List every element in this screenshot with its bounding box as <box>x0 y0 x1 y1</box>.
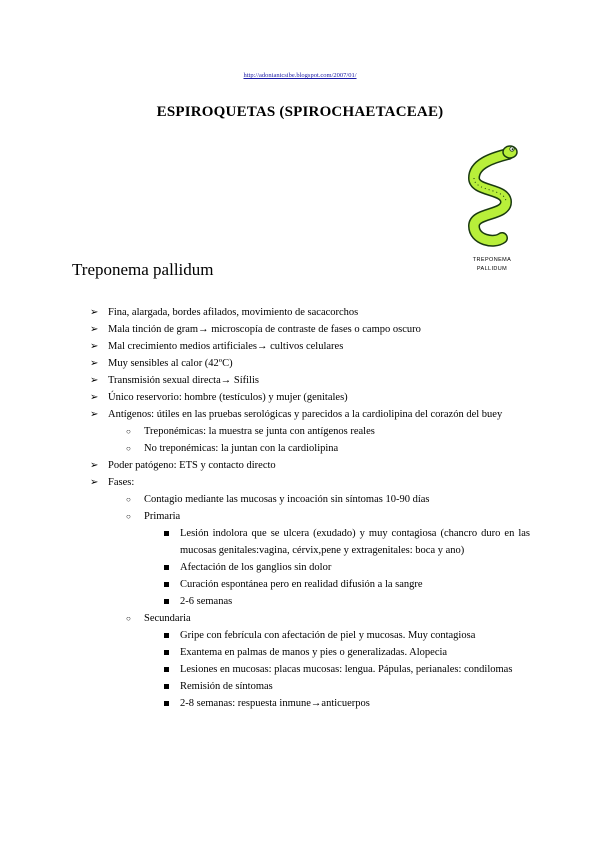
arrow-bullet-icon: ➢ <box>90 358 99 369</box>
section-title: Treponema pallidum <box>72 260 214 279</box>
sub-sub-list-item <box>162 678 530 695</box>
sub-sub-list-item <box>162 644 530 661</box>
list-item <box>90 457 530 474</box>
snake-pupil <box>512 148 514 150</box>
treponema-snake-illustration <box>462 140 524 250</box>
circle-bullet-icon: ○ <box>126 427 131 436</box>
list-item-text: Secundaria <box>144 613 191 624</box>
square-bullet-icon <box>164 633 169 638</box>
list-item-text: Primaria <box>144 511 181 522</box>
list-item <box>90 321 530 338</box>
figure-caption <box>460 256 524 274</box>
circle-bullet-icon: ○ <box>126 512 131 521</box>
square-bullet-icon <box>164 599 169 604</box>
list-item-text: Curación espontánea pero en realidad difusión a la sangre <box>180 579 423 590</box>
figure-caption-line: PALLIDUM <box>476 266 508 272</box>
list-item-text: 2-8 semanas: respuesta inmune→anticuerpos <box>180 698 370 709</box>
list-item-text: Muy sensibles al calor (42ºC) <box>108 358 233 369</box>
list-item <box>90 474 530 712</box>
arrow-bullet-icon: ➢ <box>90 375 99 386</box>
list-item <box>90 389 530 406</box>
list-item <box>90 355 530 372</box>
circle-bullet-icon: ○ <box>126 444 131 453</box>
sub-sub-list-item <box>162 576 530 593</box>
list-item-text: Transmisión sexual directa→ Sífilis <box>108 375 259 386</box>
sub-sub-list-item <box>162 525 530 559</box>
list-item-text: Fases: <box>108 477 135 488</box>
list-item-text: No treponémicas: la juntan con la cardiolipina <box>144 443 339 454</box>
list-item-text: Lesiones en mucosas: placas mucosas: lengua. Pápulas, perianales: condilomas <box>180 664 513 675</box>
arrow-bullet-icon: ➢ <box>90 324 99 335</box>
sub-list-item <box>126 508 530 610</box>
sub-list <box>126 423 530 457</box>
list-item-text: Fina, alargada, bordes afilados, movimiento de sacacorchos <box>108 307 359 318</box>
list-item <box>90 406 530 457</box>
list-item-text: Mala tinción de gram→ microscopía de contraste de fases o campo oscuro <box>108 324 421 335</box>
circle-bullet-icon: ○ <box>126 614 131 623</box>
square-bullet-icon <box>164 582 169 587</box>
sub-list-item <box>126 440 530 457</box>
list-item-text: Lesión indolora que se ulcera (exudado) y muy contagiosa (chancro duro en las mucosas genitales:vagina, cérvix,pene y extragenitales: boca y ano) <box>180 528 530 556</box>
circle-bullet-icon: ○ <box>126 495 131 504</box>
sub-list-item <box>126 423 530 440</box>
list-item-text: Mal crecimiento medios artificiales→ cultivos celulares <box>108 341 344 352</box>
sub-sub-list-item <box>162 661 530 678</box>
bullet-list <box>90 304 530 712</box>
square-bullet-icon <box>164 701 169 706</box>
arrow-bullet-icon: ➢ <box>90 341 99 352</box>
bullet-list-container <box>90 304 530 712</box>
list-item-text: Remisión de síntomas <box>180 681 273 692</box>
sub-sub-list-item <box>162 627 530 644</box>
arrow-bullet-icon: ➢ <box>90 477 99 488</box>
figure-caption-line: TREPONEMA <box>472 257 512 263</box>
page-title: ESPIROQUETAS (SPIROCHAETACEAE) <box>156 104 444 120</box>
list-item <box>90 338 530 355</box>
sub-sub-list <box>162 627 530 712</box>
list-item-text: Treponémicas: la muestra se junta con antígenos reales <box>144 426 375 437</box>
list-item-text: Exantema en palmas de manos y pies o generalizadas. Alopecia <box>180 647 448 658</box>
sub-sub-list-item <box>162 695 530 712</box>
arrow-bullet-icon: ➢ <box>90 392 99 403</box>
list-item-text: Poder patógeno: ETS y contacto directo <box>108 460 276 471</box>
list-item-text: Contagio mediante las mucosas y incoación sin síntomas 10-90 días <box>144 494 430 505</box>
sub-list-item <box>126 610 530 712</box>
list-item <box>90 304 530 321</box>
square-bullet-icon <box>164 684 169 689</box>
list-item <box>90 372 530 389</box>
arrow-bullet-icon: ➢ <box>90 460 99 471</box>
source-url-link[interactable]: http://adonianicsibe.blogspot.com/2007/01/ <box>243 72 357 79</box>
list-item-text: Único reservorio: hombre (testículos) y mujer (genitales) <box>108 392 348 403</box>
arrow-bullet-icon: ➢ <box>90 307 99 318</box>
list-item-text: Gripe con febrícula con afectación de piel y mucosas. Muy contagiosa <box>180 630 476 641</box>
sub-sub-list-item <box>162 559 530 576</box>
list-item-text: Antígenos: útiles en las pruebas serológicas y parecidos a la cardiolipina del corazón del buey <box>108 409 503 420</box>
square-bullet-icon <box>164 565 169 570</box>
square-bullet-icon <box>164 667 169 672</box>
list-item-text: Afectación de los ganglios sin dolor <box>180 562 332 573</box>
arrow-bullet-icon: ➢ <box>90 409 99 420</box>
sub-list <box>126 491 530 712</box>
square-bullet-icon <box>164 531 169 536</box>
sub-list-item <box>126 491 530 508</box>
list-item-text: 2-6 semanas <box>180 596 233 607</box>
sub-sub-list-item <box>162 593 530 610</box>
sub-sub-list <box>162 525 530 610</box>
square-bullet-icon <box>164 650 169 655</box>
